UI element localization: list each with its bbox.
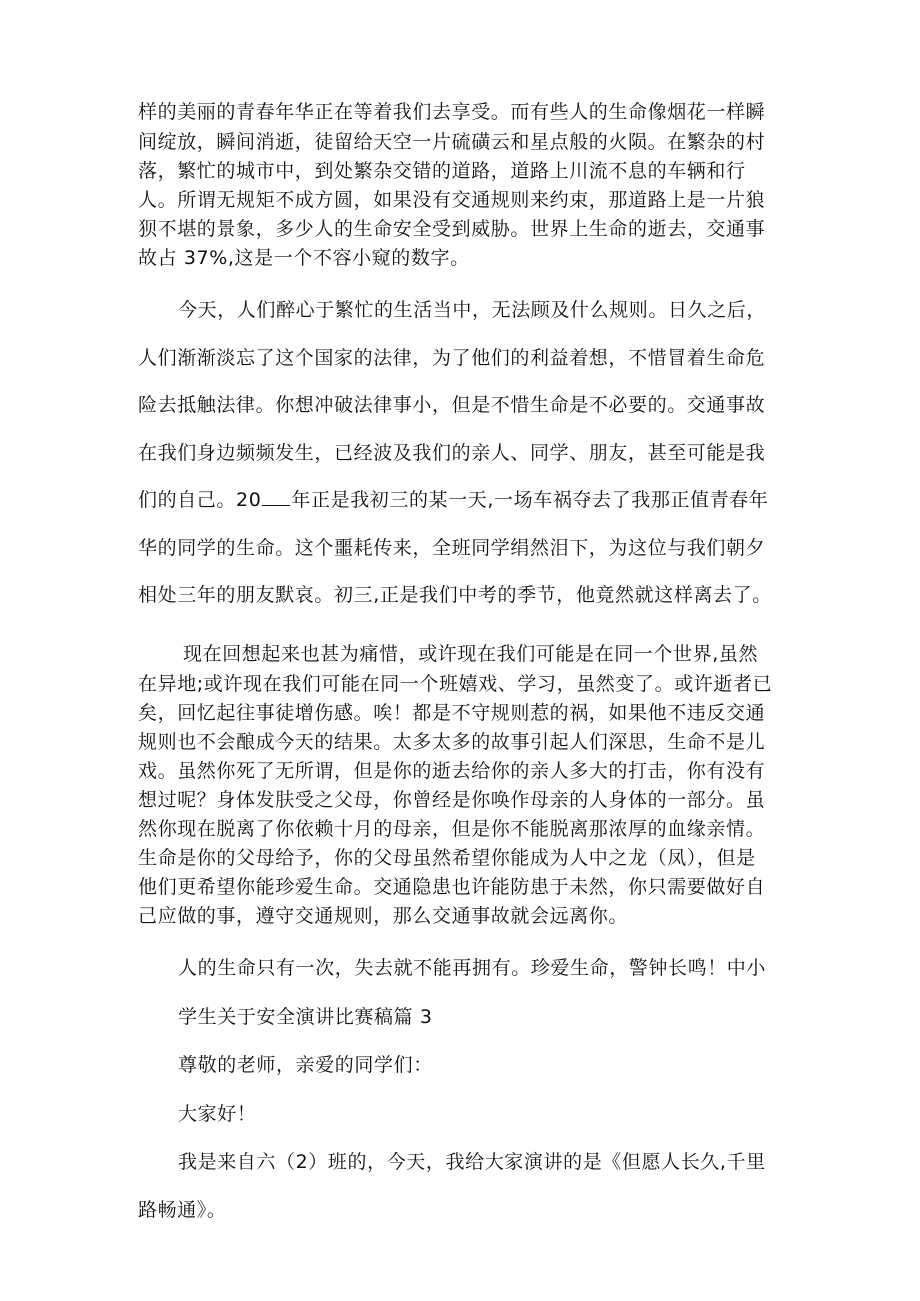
text-line: 己应做的事，遵守交通规则，那么交通事故就会远离你。 (138, 905, 629, 927)
text-line: 华的同学的生命。这个噩耗传来，全班同学绢然泪下，为这位与我们朝夕 (138, 537, 766, 559)
text-line: 今天，人们醉心于繁忙的生活当中，无法顾及什么规则。日久之后， (178, 299, 767, 321)
blank-underline (262, 489, 290, 506)
text-line (138, 488, 768, 512)
text-line: 相处三年的朋友默哀。初三,正是我们中考的季节，他竟然就这样离去了。 (138, 584, 772, 606)
section-title: 学生关于安全演讲比赛稿篇 3 (178, 1006, 433, 1028)
text-span: 们的自己。 (138, 489, 237, 511)
text-line: 人们渐渐淡忘了这个国家的法律，为了他们的利益着想，不惜冒着生命危 (138, 347, 766, 369)
text-line: 我是来自六（2）班的，今天，我给大家演讲的是《但愿人长久,千里 (178, 1151, 766, 1173)
text-line: 间绽放，瞬间消逝，徒留给天空一片硫磺云和星点般的火陨。在繁杂的村 (138, 131, 766, 153)
text-line: 样的美丽的青春年华正在等着我们去享受。而有些人的生命像烟花一样瞬 (138, 101, 766, 123)
text-line: 矣，回忆起往事徒增伤感。唉！都是不守规则惹的祸，如果他不违反交通 (138, 702, 766, 724)
text-line: 生命是你的父母给予，你的父母虽然希望你能成为人中之龙（凤），但是 (138, 847, 756, 869)
text-line: 落，繁忙的城市中，到处繁杂交错的道路，道路上川流不息的车辆和行 (138, 160, 746, 182)
text-line: 路畅通》。 (138, 1199, 227, 1221)
text-line: 想过呢？身体发肤受之父母，你曾经是你唤作母亲的人身体的一部分。虽 (138, 789, 766, 811)
text-span: 年正是我初三的某一天,一场车祸夺去了我那正值青春年 (291, 489, 769, 511)
text-line: 然你现在脱离了你依赖十月的母亲，但是你不能脱离那浓厚的血缘亲情。 (138, 818, 766, 840)
text-line: 现在回想起来也甚为痛惜，或许现在我们可能是在同一个世界,虽然 (183, 643, 759, 665)
text-line: 狈不堪的景象，多少人的生命安全受到威胁。世界上生命的逝去，交通事 (138, 218, 766, 240)
text-line: 险去抵触法律。你想冲破法律事小，但是不惜生命是不必要的。交通事故 (138, 394, 766, 416)
text-line: 人的生命只有一次，失去就不能再拥有。珍爱生命，警钟长鸣！中小 (178, 957, 767, 979)
salutation: 尊敬的老师，亲爱的同学们： (178, 1054, 433, 1076)
text-line: 人。所谓无规矩不成方圆，如果没有交通规则来约束，那道路上是一片狼 (138, 189, 766, 211)
year-prefix: 20 (236, 489, 262, 511)
text-line: 规则也不会酿成今天的结果。太多太多的故事引起人们深思，生命不是儿 (138, 731, 766, 753)
text-line: 故占 37%,这是一个不容小窥的数字。 (138, 247, 470, 269)
text-line: 在异地;或许现在我们可能在同一个班嬉戏、学习，虽然变了。或许逝者已 (138, 673, 773, 695)
text-line: 戏。虽然你死了无所谓，但是你的逝去给你的亲人多大的打击，你有没有 (138, 760, 766, 782)
text-line: 他们更希望你能珍爱生命。交通隐患也许能防患于未然，你只需要做好自 (138, 876, 766, 898)
text-line: 在我们身边频频发生，已经波及我们的亲人、同学、朋友，甚至可能是我 (138, 442, 766, 464)
greeting: 大家好！ (178, 1103, 257, 1125)
